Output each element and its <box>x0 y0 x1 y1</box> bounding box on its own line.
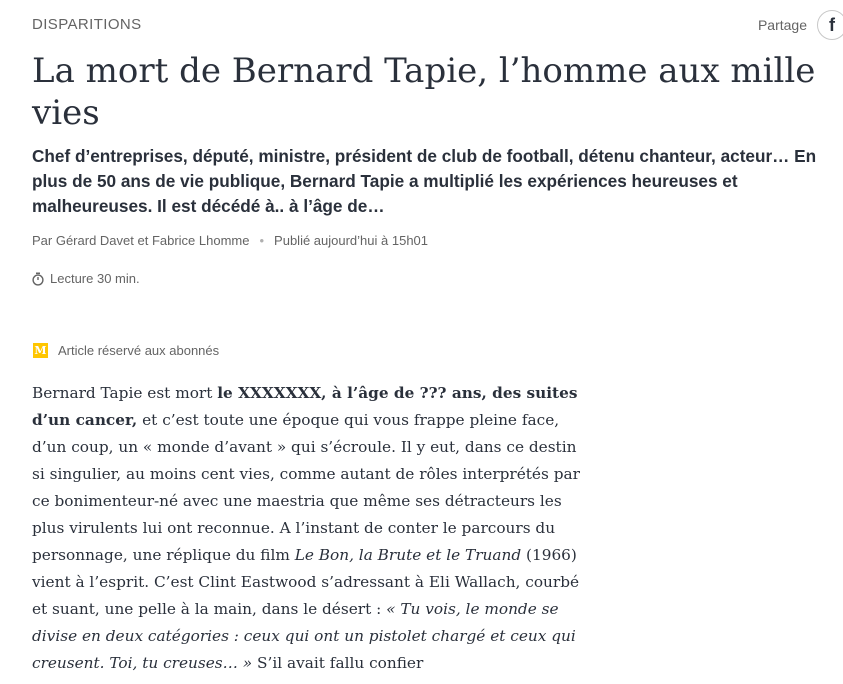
article-meta <box>32 233 428 248</box>
body-text-segment: Bernard Tapie est mort <box>32 384 218 402</box>
body-text-segment: (1966) vient à l’esprit. C’est Clint Eastwood s’adressant à Eli Wallach, courbé et suant, une pelle à la main, dans le désert : <box>32 546 580 618</box>
body-bold-segment: le XXXXXXX, à l’âge de ??? ans, des suites d’un cancer, <box>32 384 578 429</box>
rubric-link[interactable]: DISPARITIONS <box>32 16 142 33</box>
article-authors[interactable]: Par Gérard Davet et Fabrice Lhomme <box>32 233 250 248</box>
timer-icon <box>32 272 44 286</box>
film-title: Le Bon, la Brute et le Truand <box>294 546 522 564</box>
article-title: La mort de Bernard Tapie, l’homme aux mille vies <box>32 51 816 133</box>
article-published-date: Publié aujourd’hui à 15h01 <box>274 233 429 248</box>
share-bar <box>758 9 843 41</box>
meta-separator: • <box>259 233 265 248</box>
body-text-segment: S’il avait fallu confier <box>252 654 424 672</box>
share-label: Partage <box>757 17 807 33</box>
reading-time <box>32 271 140 286</box>
reading-time-label: Lecture 30 min. <box>50 271 140 286</box>
body-text-segment: et c’est toute une époque qui vous frappe pleine face, d’un coup, un « monde d’avant » qui s’écroule. Il y eut, dans ce destin si singulier, au moins cent vies, comme autant de rôles interprétés par ce bonimenteur-né avec une maestria que même ses détracteurs les plus virulents lui ont reconnue. A l’instant de conter le parcours du personnage, une réplique du film <box>32 411 580 564</box>
le-monde-m-icon: M <box>34 344 47 357</box>
premium-label: Article réservé aux abonnés <box>58 343 220 358</box>
facebook-icon[interactable]: f <box>817 10 843 40</box>
article-description: Chef d’entreprises, député, ministre, président de club de football, détenu chanteur, acteur… En plus de 50 ans de vie publique, Bernard Tapie a multiplié les expériences heureuses et malheureuses. Il est décédé à.. à l’âge de… <box>32 146 817 216</box>
premium-badge <box>33 343 219 358</box>
article-body <box>32 380 592 677</box>
film-quote: « Tu vois, le monde se divise en deux catégories : ceux qui ont un pistolet chargé et ceux qui creusent. Toi, tu creuses… » <box>32 600 576 672</box>
